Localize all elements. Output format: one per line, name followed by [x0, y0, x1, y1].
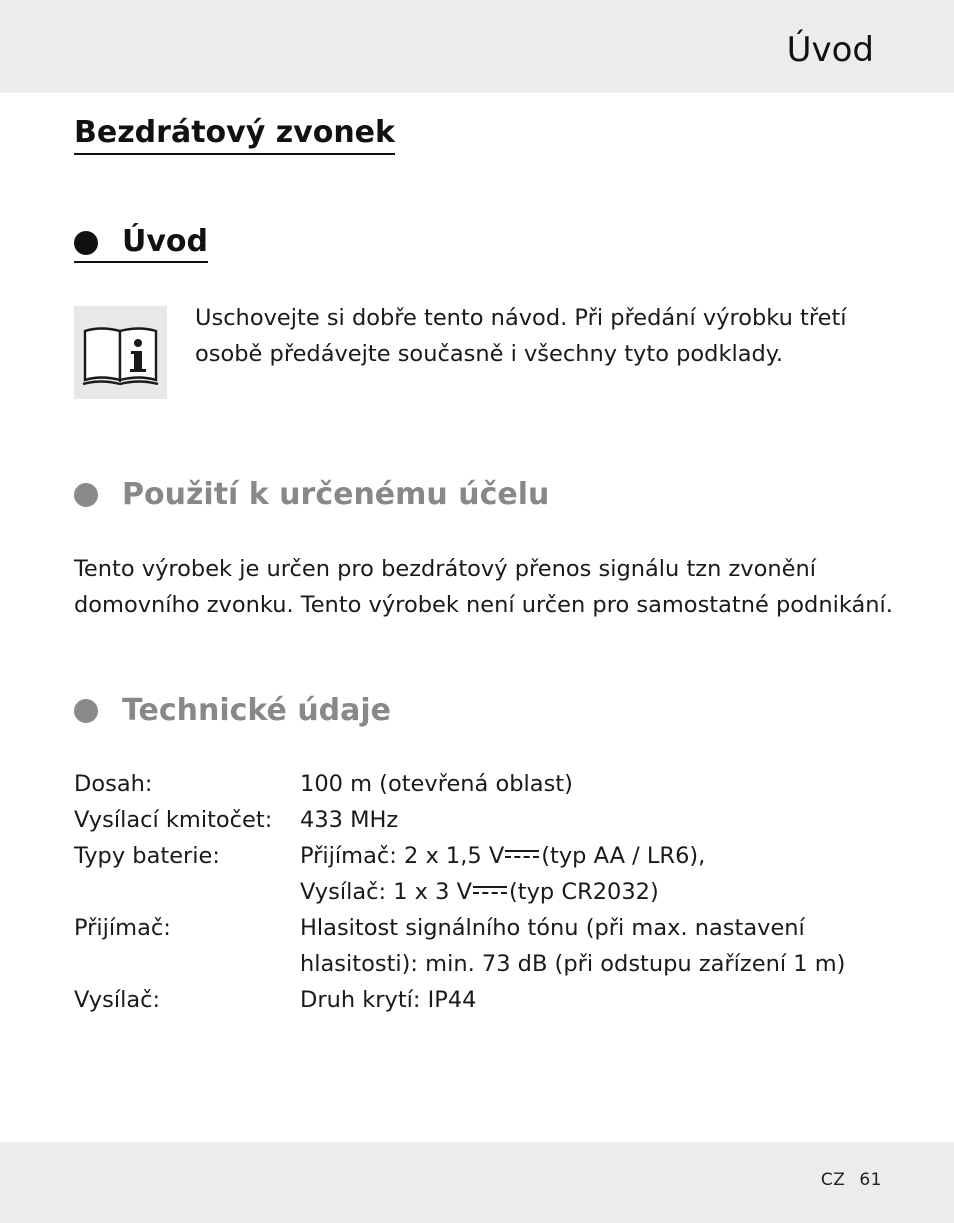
spec-label: Vysílací kmitočet:	[74, 807, 273, 833]
spec-label: Přijímač:	[74, 915, 171, 941]
section-heading-specs-label: Technické údaje	[122, 693, 392, 728]
section-heading-intended-use-label: Použití k určenému účelu	[122, 477, 550, 512]
footer-band	[0, 1142, 954, 1223]
footer	[821, 1170, 882, 1190]
spec-value: hlasitosti): min. 73 dB (při odstupu zařízení 1 m)	[300, 951, 846, 977]
info-book-icon	[74, 306, 167, 399]
spec-value-post: (typ CR2032)	[509, 879, 659, 905]
intended-use-text-line: domovního zvonku. Tento výrobek není určen pro samostatné podnikání.	[74, 592, 893, 618]
intended-use-text-line: Tento výrobek je určen pro bezdrátový přenos signálu tzn zvonění	[74, 556, 816, 582]
section-heading-specs	[74, 693, 391, 728]
spec-value: Druh krytí: IP44	[300, 987, 477, 1013]
spec-value: 100 m (otevřená oblast)	[300, 771, 573, 797]
spec-value: Hlasitost signálního tónu (při max. nastavení	[300, 915, 805, 941]
bullet-icon	[74, 483, 98, 507]
intro-text	[195, 300, 847, 372]
product-title: Bezdrátový zvonek	[74, 115, 395, 155]
bullet-icon	[74, 699, 98, 723]
spec-value-pre: Přijímač: 2 x 1,5 V	[300, 843, 505, 869]
spec-label: Dosah:	[74, 771, 153, 797]
dc-voltage-icon	[473, 886, 507, 896]
intro-text-line: osobě předávejte současně i všechny tyto podklady.	[195, 341, 784, 367]
spec-value: 433 MHz	[300, 807, 399, 833]
footer-lang: CZ	[820, 1170, 846, 1190]
spec-value	[300, 838, 705, 874]
section-heading-intro-label: Úvod	[122, 224, 209, 259]
spec-label: Vysílač:	[74, 987, 161, 1013]
page-number: 61	[859, 1170, 882, 1190]
spec-value	[300, 874, 659, 910]
intro-text-line: Uschovejte si dobře tento návod. Při předání výrobku třetí	[195, 305, 847, 331]
header-title: Úvod	[786, 30, 874, 70]
spec-label: Typy baterie:	[74, 843, 220, 869]
section-heading-intro	[74, 224, 208, 263]
intended-use-text	[74, 551, 893, 623]
section-heading-intended-use	[74, 477, 549, 512]
spec-value-post: (typ AA / LR6),	[541, 843, 706, 869]
spec-value-pre: Vysílač: 1 x 3 V	[300, 879, 473, 905]
dc-voltage-icon	[505, 850, 539, 860]
bullet-icon	[74, 231, 98, 255]
